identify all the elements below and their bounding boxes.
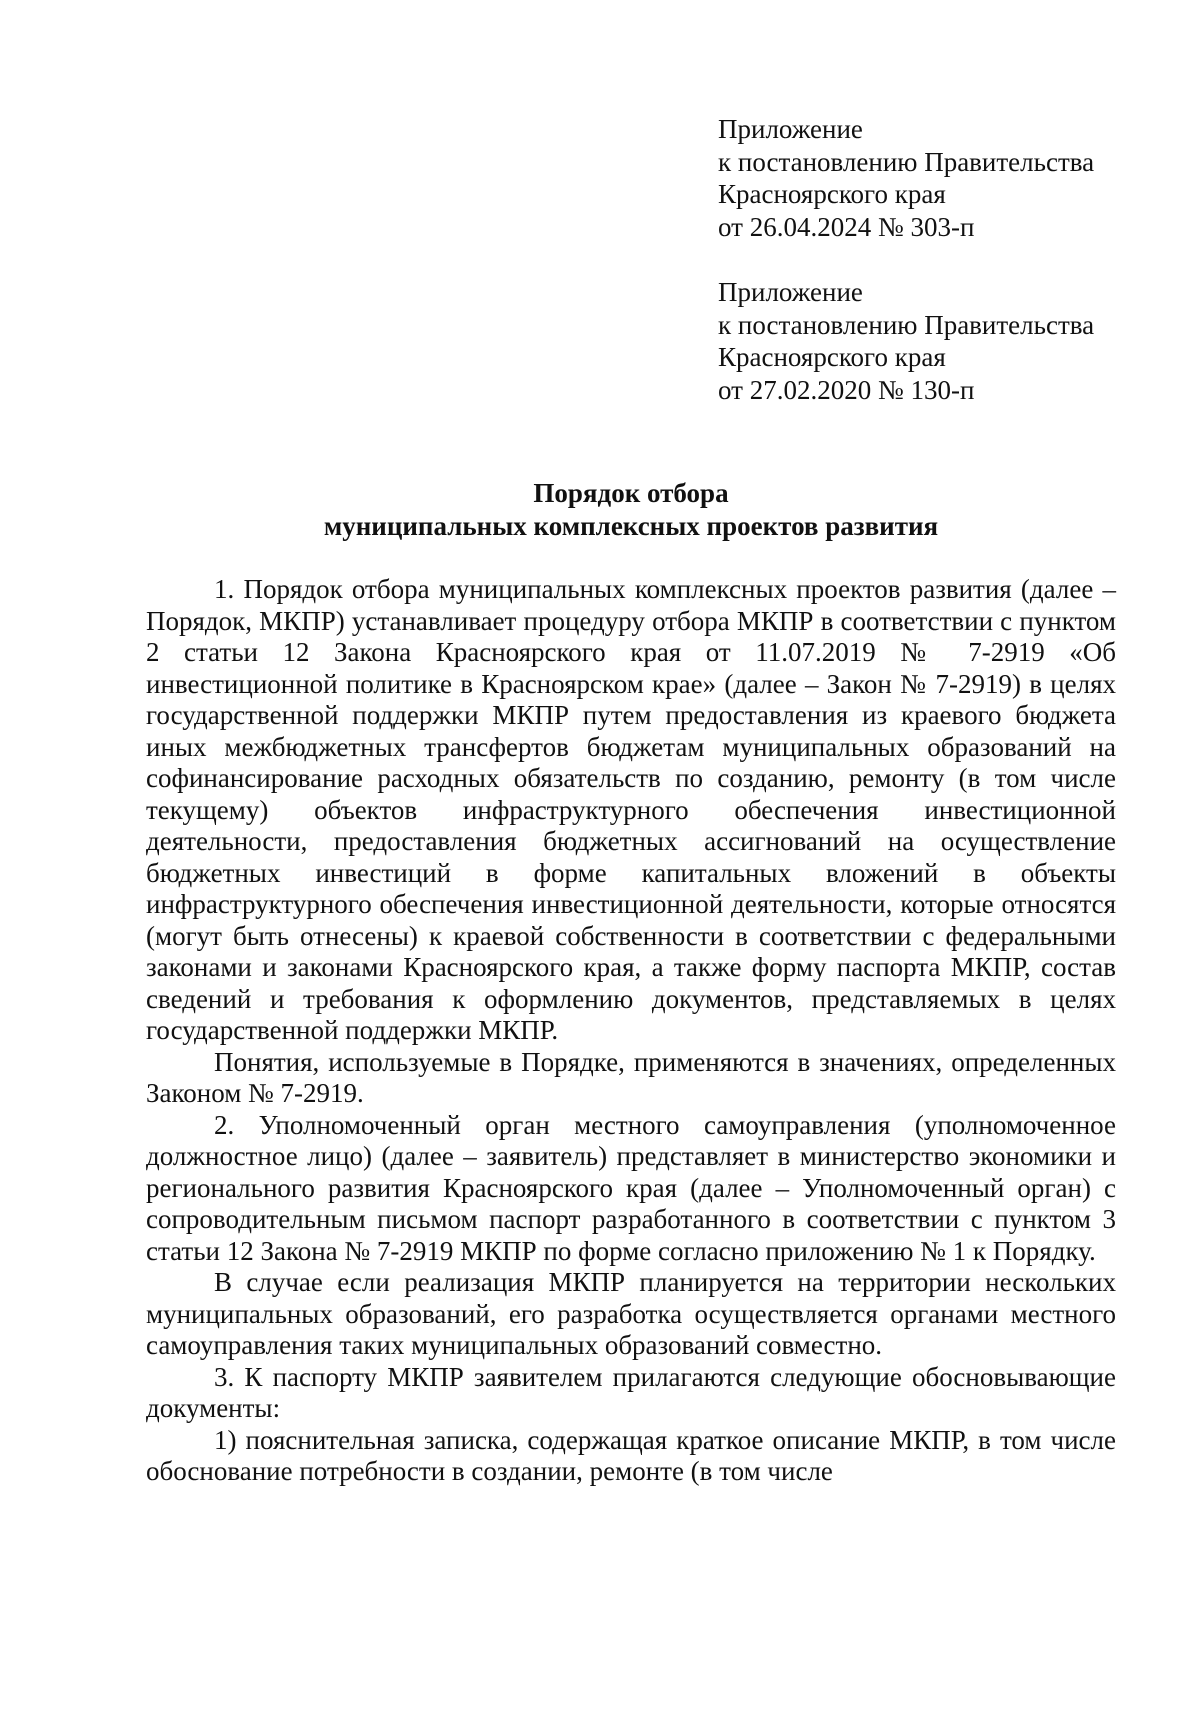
title-line-1: Порядок отбора: [533, 478, 729, 508]
document-body: [146, 574, 1116, 1488]
approval-date-number: от 27.02.2020 № 130-п: [718, 374, 975, 405]
approval-date-number: от 26.04.2024 № 303-п: [718, 211, 975, 242]
paragraph-clause-3: 3. К паспорту МКПР заявителем прилагаются следующие обосновывающие документы:: [146, 1361, 1116, 1423]
paragraph-clause-2: 2. Уполномоченный орган местного самоуправления (уполномоченное должностное лицо) (далее – заявитель) представляет в министерство экономики и регионального развития Красноярского края (далее – Уполномоченный орган) с сопроводительным письмом паспорт разработанного в соответствии с пунктом 3 статьи 12 Закона № 7-2919 МКПР по форме согласно приложению № 1 к Порядку.: [146, 1109, 1116, 1266]
approval-block-2020: [718, 276, 1148, 406]
title-line-2: муниципальных комплексных проектов развития: [323, 511, 939, 541]
approval-line: к постановлению Правительства: [718, 309, 1095, 340]
paragraph-joint-development: В случае если реализация МКПР планируется на территории нескольких муниципальных образований, его разработка осуществляется органами местного самоуправления таких муниципальных образований совместно.: [146, 1267, 1116, 1360]
approval-line: Приложение: [718, 277, 863, 307]
paragraph-definitions: Понятия, используемые в Порядке, применяются в значениях, определенных Законом № 7-2919.: [146, 1046, 1116, 1108]
approval-line: к постановлению Правительства: [718, 146, 1095, 177]
document-title: [146, 477, 1116, 543]
approval-line: Красноярского края: [718, 179, 946, 209]
approval-line: Красноярского края: [718, 342, 946, 372]
paragraph-subclause-1: 1) пояснительная записка, содержащая краткое описание МКПР, в том числе обоснование потребности в создании, ремонте (в том числе: [146, 1424, 1116, 1486]
approval-block-2024: [718, 113, 1148, 243]
paragraph-clause-1: 1. Порядок отбора муниципальных комплексных проектов развития (далее – Порядок, МКПР) устанавливает процедуру отбора МКПР в соответствии с пунктом 2 статьи 12 Закона Красноярского края от 11.07.2019 № 7-2919 «Об инвестиционной политике в Красноярском крае» (далее – Закон № 7-2919) в целях государственной поддержки МКПР путем предоставления из краевого бюджета иных межбюджетных трансфертов бюджетам муниципальных образований на софинансирование расходных обязательств по созданию, ремонту (в том числе текущему) объектов инфраструктурного обеспечения инвестиционной деятельности, предоставления бюджетных ассигнований на осуществление бюджетных инвестиций в форме капитальных вложений в объекты инфраструктурного обеспечения инвестиционной деятельности, которые относятся (могут быть отнесены) к краевой собственности в соответствии с федеральными законами и законами Красноярского края, а также форму паспорта МКПР, состав сведений и требования к оформлению документов, представляемых в целях государственной поддержки МКПР.: [146, 574, 1116, 1045]
approval-line: Приложение: [718, 114, 863, 144]
